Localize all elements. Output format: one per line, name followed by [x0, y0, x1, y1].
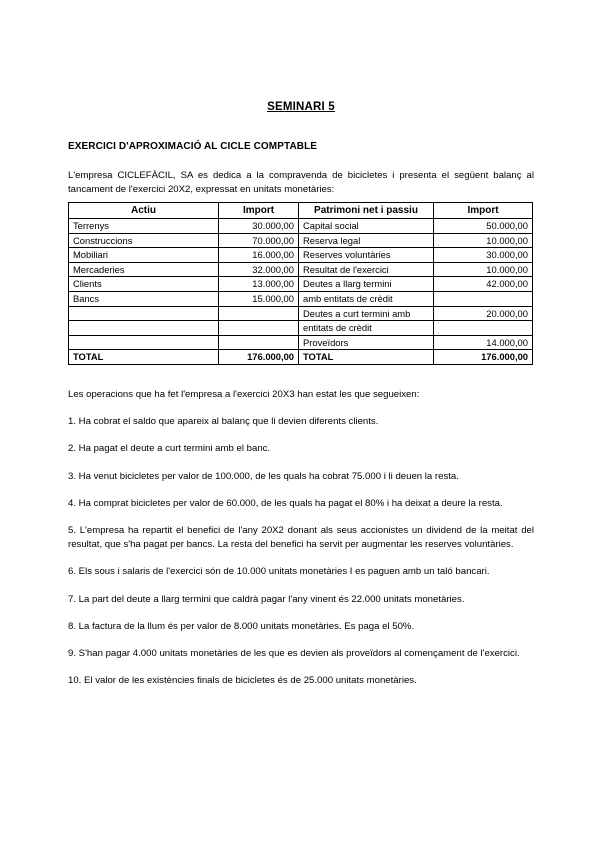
asset-concept: Terrenys: [69, 219, 219, 234]
liability-concept: [299, 321, 434, 336]
table-row: [69, 277, 533, 292]
page-title: SEMINARI 5: [267, 101, 335, 113]
intro-paragraph: L'empresa CICLEFÀCIL, SA es dedica a la compravenda de bicicletes i presenta el següent balanç al tancament de l'exercici 20X2, expressat en unitats monetàries:: [68, 170, 534, 195]
asset-amount: 32.000,00: [219, 262, 299, 277]
liability-concept-line-1: Deutes a curt termini amb: [303, 307, 411, 319]
liability-concept: [299, 306, 434, 321]
section-heading: EXERCICI D'APROXIMACIÓ AL CICLE COMPTABLE: [68, 141, 318, 152]
column-header-import-actiu: Import: [219, 203, 299, 219]
operation-item-9: 9. S'han pagar 4.000 unitats monetàries de les que es devien als proveïdors al començament de l'exercici.: [68, 647, 520, 659]
liability-concept: [299, 277, 434, 292]
liability-concept: Proveïdors: [299, 335, 434, 350]
table-row: [69, 321, 533, 336]
column-header-actiu: Actiu: [69, 203, 219, 219]
asset-concept: Bancs: [69, 291, 219, 306]
operation-item-1: 1. Ha cobrat el saldo que apareix al balanç que li devien diferents clients.: [68, 416, 379, 428]
liability-concept: [299, 291, 434, 306]
asset-concept: Clients: [69, 277, 219, 292]
asset-amount: 30.000,00: [219, 219, 299, 234]
table-row: [69, 335, 533, 350]
liability-amount: 10.000,00: [434, 233, 533, 248]
operation-item-3: 3. Ha venut bicicletes per valor de 100.000, de les quals ha cobrat 75.000 i li deuen la resta.: [68, 470, 459, 482]
table-row: [69, 291, 533, 306]
asset-concept: Mobiliari: [69, 248, 219, 263]
total-amount-patrimoni: 176.000,00: [434, 350, 533, 365]
liability-concept-line-2: amb entitats de crèdit: [303, 292, 393, 304]
balance-sheet-table: [68, 202, 533, 365]
asset-concept: [69, 306, 219, 321]
liability-concept: Resultat de l'exercici: [299, 262, 434, 277]
operation-item-4: 4. Ha comprat bicicletes per valor de 60.000, de les quals ha pagat el 80% i ha deixat a deure la resta.: [68, 497, 503, 509]
operations-list: [68, 388, 534, 688]
total-label-patrimoni: TOTAL: [299, 350, 434, 365]
asset-amount: 16.000,00: [219, 248, 299, 263]
liability-concept-line-1: Deutes a llarg termini: [303, 278, 392, 290]
table-row: [69, 219, 533, 234]
operations-lead: Les operacions que ha fet l'empresa a l'exercici 20X3 han estat les que segueixen:: [68, 388, 420, 400]
asset-concept: Mercaderies: [69, 262, 219, 277]
operation-item-6: 6. Els sous i salaris de l'exercici són de 10.000 unitats monetàries I es paguen amb un taló bancari.: [68, 566, 490, 578]
liability-concept: Capital social: [299, 219, 434, 234]
asset-amount: 15.000,00: [219, 291, 299, 306]
asset-concept: [69, 335, 219, 350]
table-row: [69, 262, 533, 277]
liability-concept-line-2: entitats de crèdit: [303, 322, 372, 334]
column-header-import-patrimoni: Import: [434, 203, 533, 219]
operation-item-2: 2. Ha pagat el deute a curt termini amb el banc.: [68, 443, 271, 455]
asset-amount: 13.000,00: [219, 277, 299, 292]
operation-item-8: 8. La factura de la llum és per valor de 8.000 unitats monetàries. Es paga el 50%.: [68, 620, 415, 632]
liability-amount: 20.000,00: [434, 306, 533, 321]
liability-amount: 14.000,00: [434, 335, 533, 350]
liability-amount: 42.000,00: [434, 277, 533, 292]
liability-amount: 30.000,00: [434, 248, 533, 263]
liability-amount: [434, 291, 533, 306]
asset-concept: [69, 321, 219, 336]
asset-amount: [219, 321, 299, 336]
operation-item-5: 5. L'empresa ha repartit el benefici de l'any 20X2 donant als seus accionistes un dividend de la meitat del resultat, que s'ha pagat per bancs. La resta del benefici ha servit per augmentar les reserves voluntàries.: [68, 524, 534, 551]
asset-concept: Construccions: [69, 233, 219, 248]
asset-amount: [219, 335, 299, 350]
table-total-row: [69, 350, 533, 365]
total-label-actiu: TOTAL: [69, 350, 219, 365]
table-row: [69, 248, 533, 263]
liability-amount: 50.000,00: [434, 219, 533, 234]
table-row: [69, 306, 533, 321]
table-header-row: [69, 203, 533, 219]
total-amount-actiu: 176.000,00: [219, 350, 299, 365]
operation-item-7: 7. La part del deute a llarg termini que caldrà pagar l'any vinent és 22.000 unitats monetàries.: [68, 593, 465, 605]
column-header-patrimoni: Patrimoni net i passiu: [299, 203, 434, 219]
liability-amount: 10.000,00: [434, 262, 533, 277]
liability-concept: Reserves voluntàries: [299, 248, 434, 263]
table-row: [69, 233, 533, 248]
liability-concept: Reserva legal: [299, 233, 434, 248]
asset-amount: 70.000,00: [219, 233, 299, 248]
operation-item-10: 10. El valor de les existències finals de bicicletes és de 25.000 unitats monetàries.: [68, 675, 417, 687]
asset-amount: [219, 306, 299, 321]
liability-amount: [434, 321, 533, 336]
